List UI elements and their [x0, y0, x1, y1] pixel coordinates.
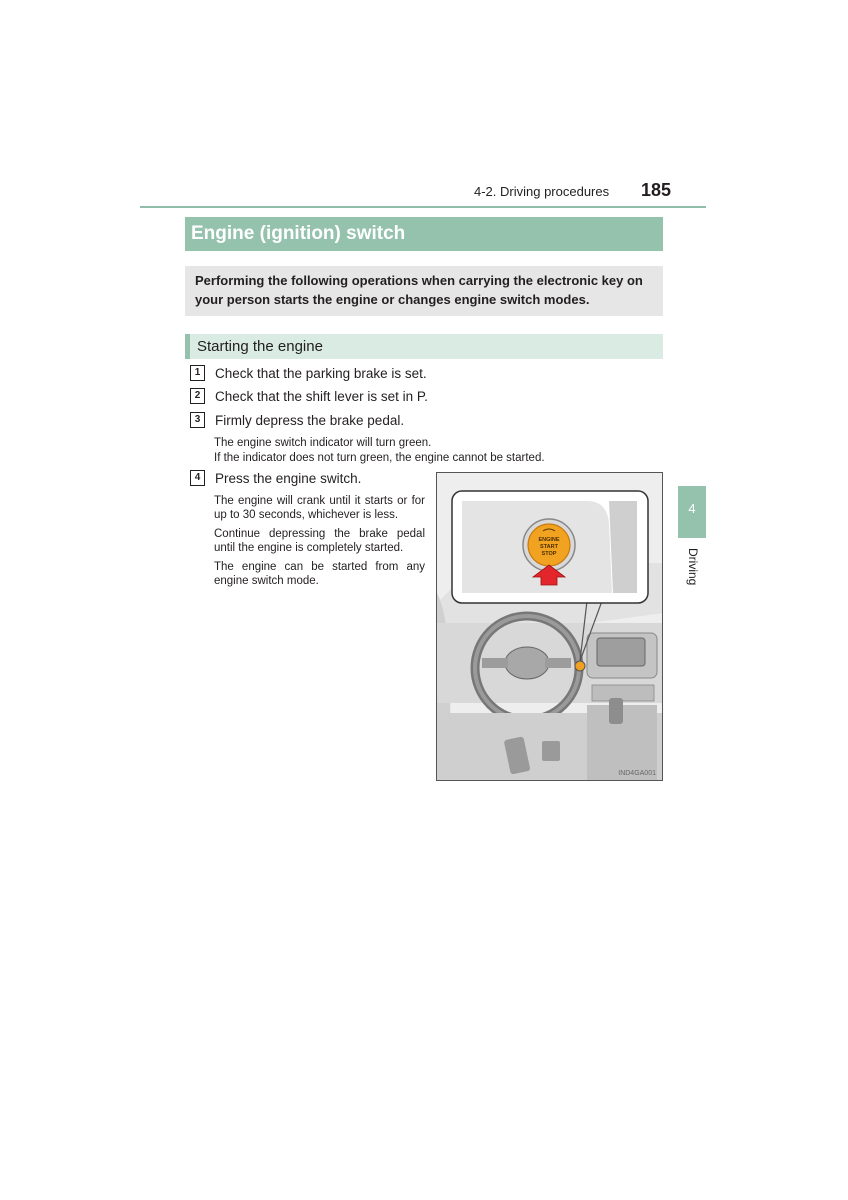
step-text: Check that the parking brake is set.	[215, 365, 427, 381]
dashboard-drawing	[437, 473, 663, 781]
step-1	[190, 365, 427, 381]
step3-note-2: If the indicator does not turn green, the engine cannot be started.	[214, 452, 545, 464]
step-number: 4	[190, 470, 205, 486]
step-number: 1	[190, 365, 205, 381]
step-text: Press the engine switch.	[215, 470, 362, 486]
step4-note-1: The engine will crank until it starts or for up to 30 seconds, whichever is less.	[214, 495, 425, 521]
step4-note-2: Continue depressing the brake pedal until the engine is completely started.	[214, 528, 425, 554]
dashboard-illustration	[436, 472, 663, 781]
step-2	[190, 388, 428, 404]
button-text-engine: ENGINE	[538, 537, 560, 543]
step3-note-1: The engine switch indicator will turn green.	[214, 437, 432, 449]
step4-note-3: The engine can be started from any engine switch mode.	[214, 561, 425, 587]
step-3	[190, 412, 404, 428]
button-text-stop: STOP	[541, 551, 557, 557]
chapter-label	[672, 548, 712, 608]
chapter-label-text: Driving	[686, 548, 700, 586]
intro-box: Performing the following operations when carrying the electronic key on your person starts the engine or changes engine switch modes.	[185, 266, 663, 316]
header-rule	[140, 206, 706, 208]
step-text: Firmly depress the brake pedal.	[215, 412, 405, 428]
section-title: Engine (ignition) switch	[185, 217, 663, 251]
subsection-title: Starting the engine	[185, 334, 663, 359]
figure-code: IND4GA001	[618, 770, 656, 777]
button-text-start: START	[540, 544, 558, 550]
chapter-tab: 4	[678, 486, 706, 538]
step-number: 2	[190, 388, 205, 404]
step-text: Check that the shift lever is set in P.	[215, 388, 428, 404]
step-number: 3	[190, 412, 205, 428]
running-head: 4-2. Driving procedures	[474, 184, 610, 199]
page-number: 185	[641, 180, 672, 200]
step-4	[190, 470, 361, 486]
